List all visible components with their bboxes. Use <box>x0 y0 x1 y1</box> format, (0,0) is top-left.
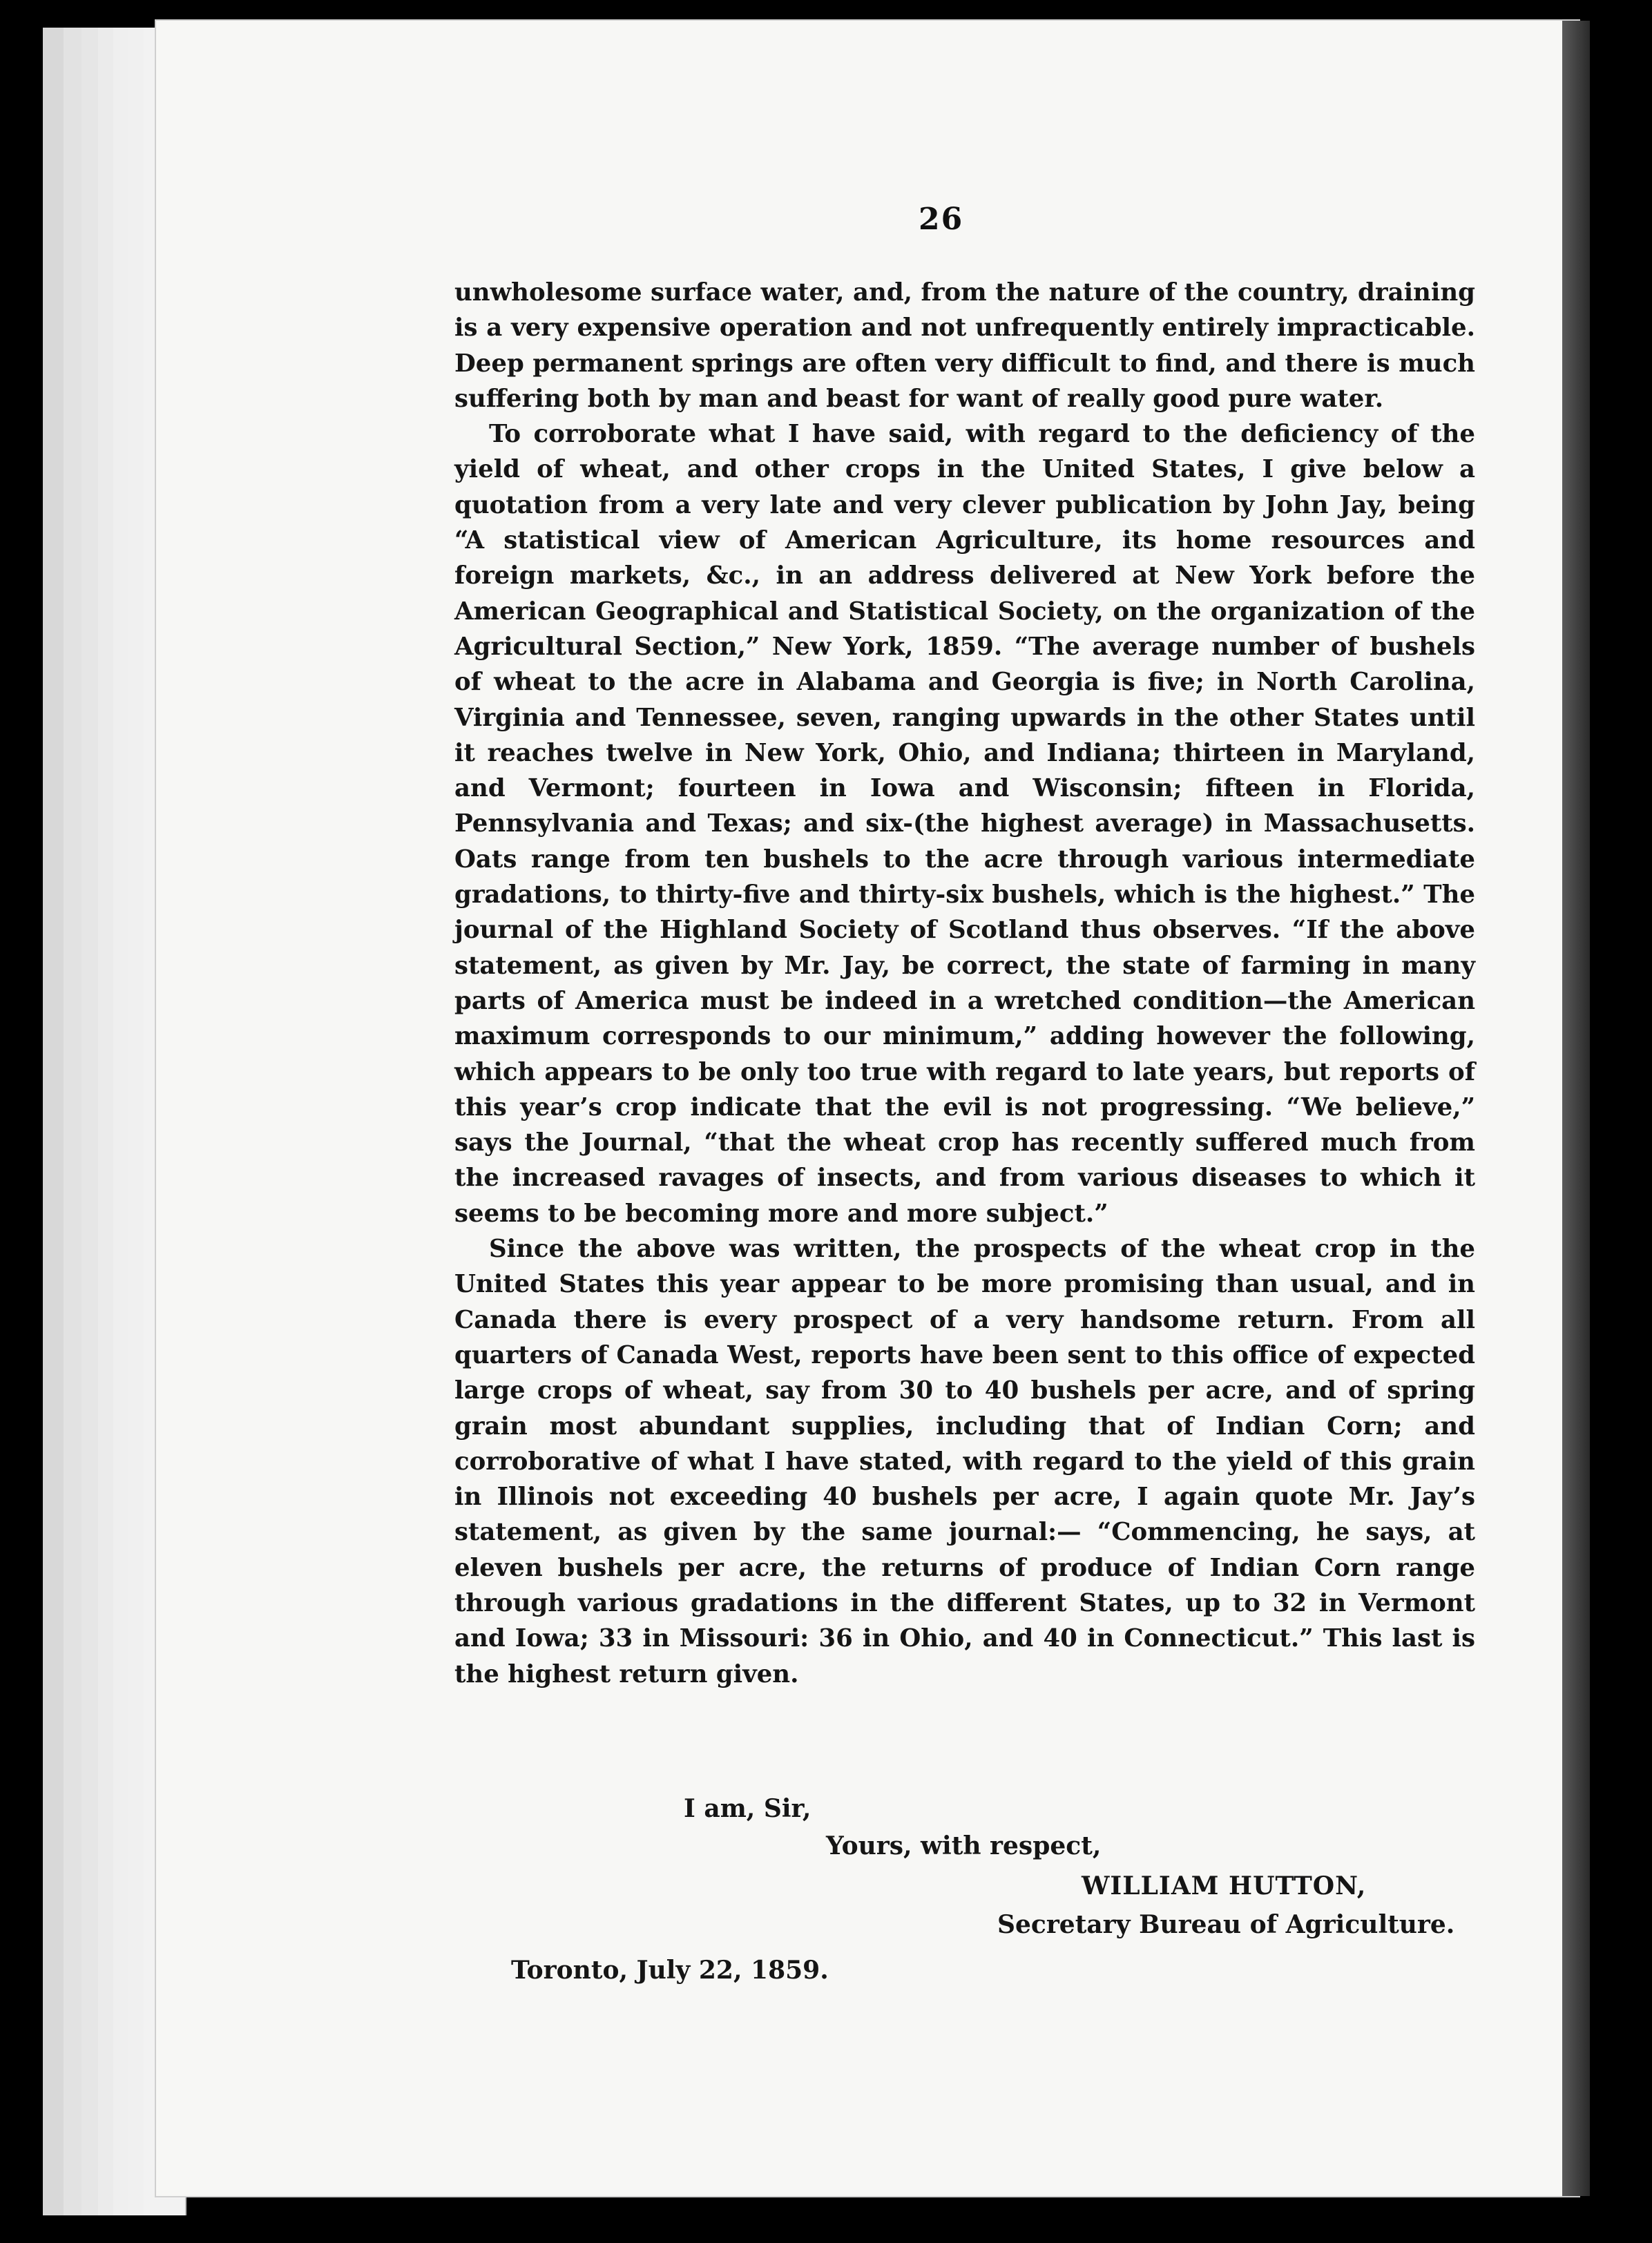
page-number: 26 <box>919 202 964 237</box>
paragraph-2: To corroborate what I have said, with regard to the deficiency of the yield of wheat, and other crops in the United States, I give below a quotation from a very late and very clever publication by John Jay, being “A statistical view of American Agriculture, its home resources and foreign markets, &c., in an address delivered at New York before the American Geographical and Statistical Society, on the organization of the Agricultural Section,” New York, 1859. “The average number of bushels of wheat to the acre in Alabama and Georgia is five; in North Carolina, Virginia and Tennessee, seven, ranging upwards in the other States until it reaches twelve in New York, Ohio, and Indiana; thirteen in Maryland, and Vermont; fourteen in Iowa and Wisconsin; fifteen in Florida, Pennsylvania and Texas; and six-(the highest average) in Massachusetts. Oats range from ten bushels to the acre through various intermediate gradations, to thirty-five and thirty-six bushels, which is the highest.” The journal of the Highland Society of Scotland thus observes. “If the above statement, as given by Mr. Jay, be correct, the state of farming in many parts of America must be indeed in a wretched condition—the American maximum corresponds to our minimum,” adding however the following, which appears to be only too true with regard to late years, but reports of this year’s crop indicate that the evil is not progressing. “We believe,” says the Journal, “that the wheat crop has recently suffered much from the increased ravages of insects, and from various diseases to which it seems to be becoming more and more subject.” <box>454 420 1475 1228</box>
complimentary-close: Yours, with respect, <box>826 1831 1102 1860</box>
paragraph-3: Since the above was written, the prospects of the wheat crop in the United States this year appear to be more promising than usual, and in Canada there is every prospect of a very handsome return. From all quarters of Canada West, reports have been sent to this office of expected large crops of wheat, say from 30 to 40 bushels per acre, and of spring grain most abundant supplies, including that of Indian Corn; and corroborative of what I have stated, with regard to the yield of this grain in Illinois not exceeding 40 bushels per acre, I again quote Mr. Jay’s statement, as given by the same journal:— “Commencing, he says, at eleven bushels per acre, the returns of produce of Indian Corn range through various gradations in the different States, up to 32 in Vermont and Iowa; 33 in Missouri: 36 in Ohio, and 40 in Connecticut.” This last is the highest return given. <box>454 1235 1475 1688</box>
salutation: I am, Sir, <box>684 1794 811 1823</box>
signature-name: WILLIAM HUTTON, <box>1082 1871 1367 1900</box>
book-spine <box>1562 21 1590 2196</box>
signature-title: Secretary Bureau of Agriculture. <box>997 1910 1455 1939</box>
dateline: Toronto, July 22, 1859. <box>511 1956 829 1985</box>
body-text <box>454 275 1475 1692</box>
paragraph-1: unwholesome surface water, and, from the nature of the country, draining is a very expensive operation and not unfrequently entirely impracticable. Deep permanent springs are often very difficult to find, and there is much suffering both by man and beast for want of really good pure water. <box>454 278 1475 413</box>
